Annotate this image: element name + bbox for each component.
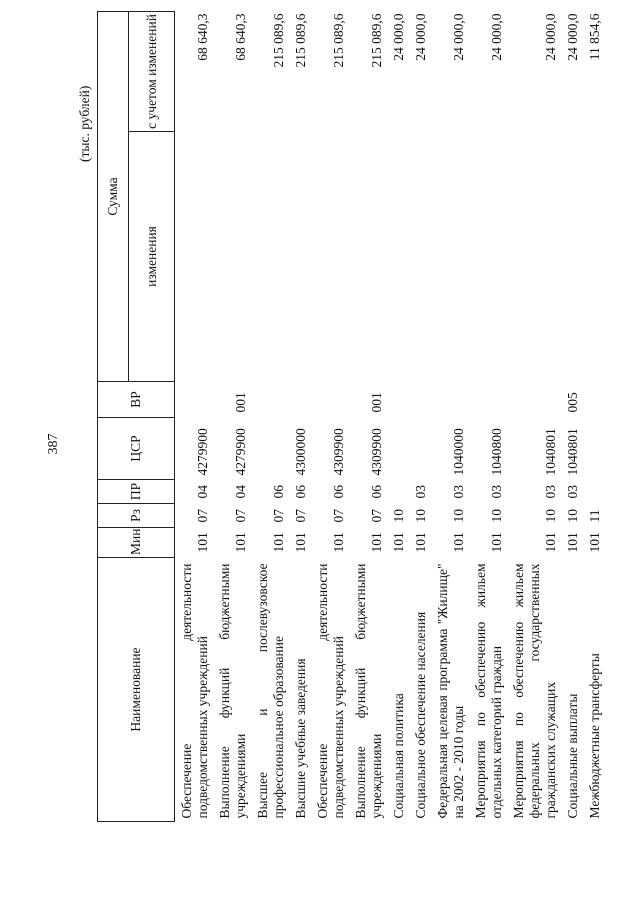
table-row: [409, 11, 431, 821]
cell-min: 101: [233, 532, 248, 553]
cell-total: 215 089,6: [271, 13, 286, 68]
cell-vr: [469, 382, 507, 418]
cell-min: 101: [413, 532, 428, 553]
cell-pr: 03: [489, 485, 504, 499]
cell-min: 101: [369, 532, 384, 553]
cell-total: 215 089,6: [369, 13, 384, 68]
cell-name: Выполнение функций бюджетными учреждениями: [353, 563, 384, 819]
table-header: [98, 11, 175, 821]
cell-vr: [251, 382, 289, 418]
cell-pr: 03: [543, 485, 558, 499]
cell-name: Высшие учебные заведения: [293, 658, 308, 819]
cell-change: [507, 132, 561, 382]
table-row: [213, 11, 251, 821]
cell-total: 215 089,6: [331, 13, 346, 68]
cell-name: Межбюджетные трансферты: [587, 653, 602, 819]
table-body: [175, 11, 606, 821]
cell-rz: 07: [369, 509, 384, 523]
cell-name: Обеспечение деятельности подведомственных учреждений: [315, 563, 346, 819]
cell-name: Обеспечение деятельности подведомственных учреждений: [179, 563, 210, 819]
table-row: [311, 11, 349, 821]
cell-pr: 06: [369, 485, 384, 499]
table-row: [387, 11, 409, 821]
cell-min: 101: [271, 532, 286, 553]
table-row: [289, 11, 311, 821]
table-row: [583, 11, 605, 821]
cell-change: [469, 132, 507, 382]
cell-csr: [387, 418, 409, 480]
cell-csr: 4309900: [331, 428, 346, 476]
cell-total: 24 000,0: [391, 13, 406, 61]
cell-change: [311, 132, 349, 382]
cell-min: 101: [489, 532, 504, 553]
header-rz: Рз: [98, 504, 175, 528]
cell-csr: 1040801: [565, 428, 580, 476]
cell-total: 68 640,3: [233, 13, 248, 61]
cell-csr: 4309900: [369, 428, 384, 476]
cell-change: [251, 132, 289, 382]
cell-rz: 07: [195, 509, 210, 523]
cell-pr: 03: [451, 485, 466, 499]
cell-vr: [289, 382, 311, 418]
cell-min: 101: [543, 532, 558, 553]
cell-min: 101: [391, 532, 406, 553]
cell-pr: [387, 480, 409, 504]
cell-csr: [409, 418, 431, 480]
cell-csr: 1040000: [451, 428, 466, 476]
cell-pr: [583, 480, 605, 504]
cell-pr: 03: [413, 485, 428, 499]
cell-name: Социальное обеспечение населения: [413, 611, 428, 819]
cell-vr: 001: [369, 392, 384, 413]
cell-vr: [507, 382, 561, 418]
cell-total: 24 000,0: [543, 13, 558, 61]
cell-change: [561, 132, 583, 382]
header-min: Мин: [98, 528, 175, 558]
cell-pr: 06: [331, 485, 346, 499]
cell-total: 24 000,0: [413, 13, 428, 61]
cell-change: [431, 132, 469, 382]
budget-table: [97, 11, 605, 822]
cell-pr: 04: [195, 485, 210, 499]
cell-change: [289, 132, 311, 382]
cell-total: 68 640,3: [195, 13, 210, 61]
cell-name: Высшее и послевузовское профессиональное образование: [255, 563, 286, 819]
cell-rz: 07: [331, 509, 346, 523]
cell-change: [409, 132, 431, 382]
cell-min: 101: [293, 532, 308, 553]
header-csr: ЦСР: [98, 418, 175, 480]
cell-change: [175, 132, 214, 382]
cell-rz: 07: [271, 509, 286, 523]
cell-change: [213, 132, 251, 382]
cell-rz: 07: [233, 509, 248, 523]
cell-vr: [311, 382, 349, 418]
cell-vr: 001: [233, 392, 248, 413]
header-change: изменения: [129, 132, 175, 382]
header-sum: Сумма: [98, 11, 129, 381]
cell-name: Мероприятия по обеспечению жильем отдельных категорий граждан: [473, 563, 504, 819]
cell-vr: [409, 382, 431, 418]
cell-total: 11 854,6: [587, 13, 602, 61]
cell-csr: [251, 418, 289, 480]
header-vr: ВР: [98, 382, 175, 418]
table-row: [175, 11, 214, 821]
cell-csr: 4279900: [195, 428, 210, 476]
table-row: [251, 11, 289, 821]
cell-total: 24 000,0: [565, 13, 580, 61]
cell-vr: [431, 382, 469, 418]
cell-rz: 11: [587, 509, 602, 523]
cell-rz: 10: [565, 509, 580, 523]
cell-csr: 4279900: [233, 428, 248, 476]
header-name: Наименование: [98, 558, 175, 822]
page-number: 387: [46, 433, 61, 455]
cell-min: 101: [565, 532, 580, 553]
unit-label: (тыс. рублей): [77, 85, 92, 162]
table-row: [349, 11, 387, 821]
header-pr: ПР: [98, 480, 175, 504]
cell-vr: 005: [565, 392, 580, 413]
cell-name: Федеральная целевая программа "Жилище" на 2002 - 2010 годы: [435, 563, 466, 819]
table-row: [561, 11, 583, 821]
cell-min: 101: [195, 532, 210, 553]
cell-rz: 10: [489, 509, 504, 523]
cell-min: 101: [587, 532, 602, 553]
cell-vr: [175, 382, 214, 418]
cell-rz: 10: [391, 509, 406, 523]
cell-name: Социальные выплаты: [565, 693, 580, 819]
cell-change: [583, 132, 605, 382]
cell-vr: [387, 382, 409, 418]
cell-pr: 03: [565, 485, 580, 499]
table-row: [469, 11, 507, 821]
cell-pr: 06: [293, 485, 308, 499]
cell-name: Выполнение функций бюджетными учреждениями: [217, 563, 248, 819]
cell-min: 101: [451, 532, 466, 553]
cell-name: Мероприятия по обеспечению жильем федеральных государственных гражданских служащих: [511, 563, 558, 819]
cell-vr: [583, 382, 605, 418]
cell-csr: 4300000: [293, 428, 308, 476]
cell-total: 24 000,0: [451, 13, 466, 61]
cell-csr: 1040801: [543, 428, 558, 476]
cell-name: Социальная политика: [391, 693, 406, 819]
cell-total: 24 000,0: [489, 13, 504, 61]
cell-total: 215 089,6: [293, 13, 308, 68]
cell-change: [387, 132, 409, 382]
cell-pr: 06: [271, 485, 286, 499]
cell-rz: 10: [451, 509, 466, 523]
cell-pr: 04: [233, 485, 248, 499]
table-row: [507, 11, 561, 821]
cell-csr: 1040800: [489, 428, 504, 476]
cell-rz: 10: [413, 509, 428, 523]
cell-csr: [583, 418, 605, 480]
header-with-changes: с учетом изменений: [129, 11, 175, 131]
cell-min: 101: [331, 532, 346, 553]
cell-rz: 07: [293, 509, 308, 523]
cell-rz: 10: [543, 509, 558, 523]
table-row: [431, 11, 469, 821]
cell-change: [349, 132, 387, 382]
